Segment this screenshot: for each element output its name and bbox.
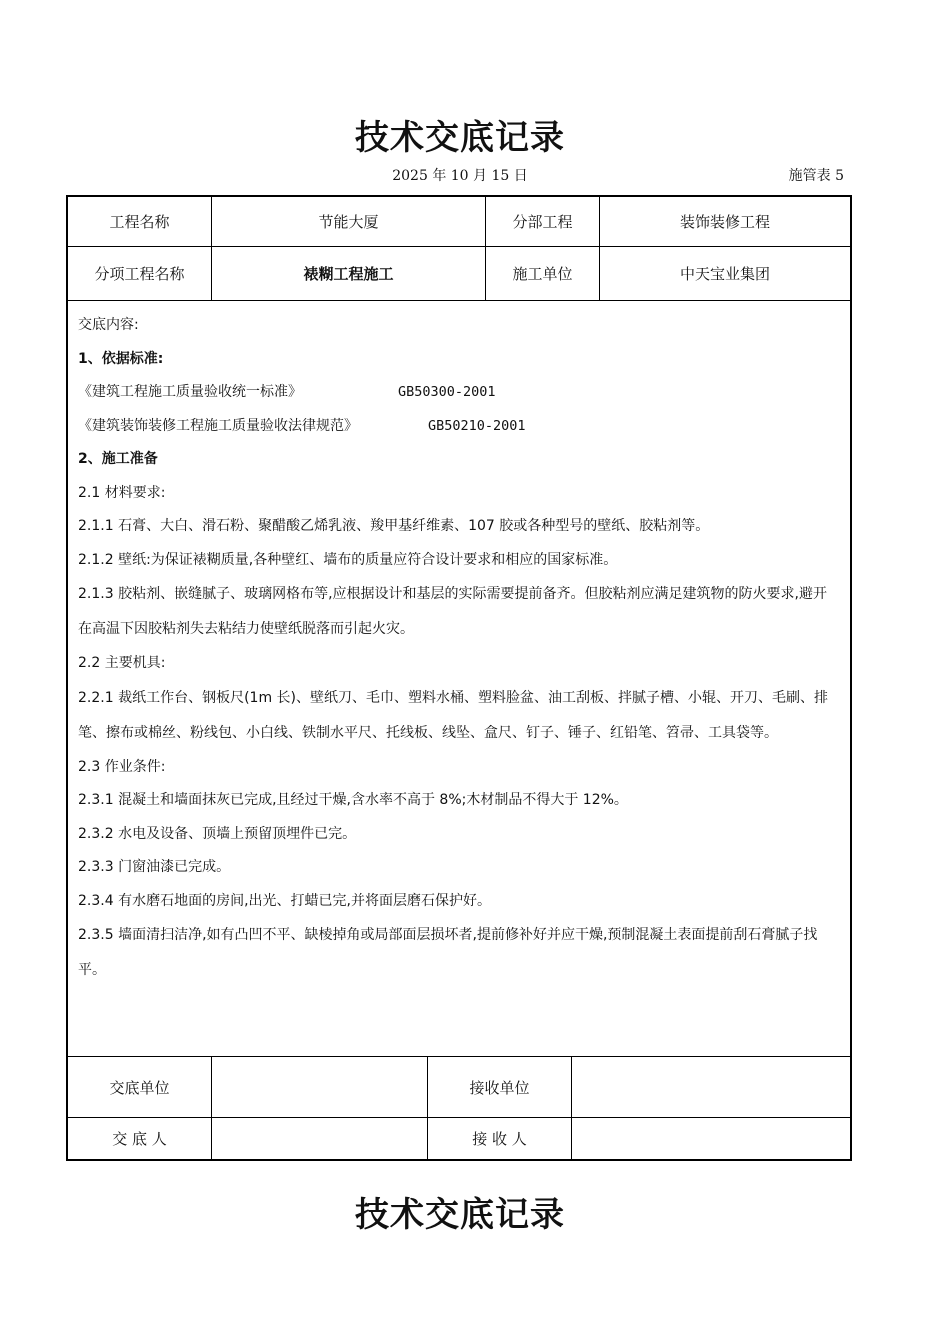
receiver-person-field[interactable] xyxy=(572,1117,850,1159)
standard-name: 《建筑工程施工质量验收统一标准》 xyxy=(78,384,302,400)
table-row-persons xyxy=(68,1117,850,1159)
receiver-person-label: 接 收 人 xyxy=(428,1117,572,1159)
subitem-label: 分项工程名称 xyxy=(68,246,212,300)
content-paragraph: 2.2 主要机具: xyxy=(78,655,166,671)
content-paragraph: 2.3.4 有水磨石地面的房间,出光、打蜡已完,并将面层磨石保护好。 xyxy=(78,892,491,909)
next-page-title: 技术交底记录 xyxy=(355,1195,565,1235)
receiver-unit-field[interactable] xyxy=(572,1057,850,1117)
content-paragraph: 2.3 作业条件: xyxy=(78,758,166,775)
standard-code: GB50300-2001 xyxy=(398,384,496,400)
table-row-units xyxy=(68,1057,850,1118)
content-paragraph: 2.3.5 墙面清扫洁净,如有凸凹不平、缺棱掉角或局部面层损坏者,提前修补好并应干燥,预制混凝土表面提前刮石膏腻子找平。 xyxy=(78,927,818,978)
handover-content xyxy=(68,300,850,1057)
content-paragraph: 2.3.2 水电及设备、顶墙上预留顶埋件已完。 xyxy=(78,825,357,842)
content-intro: 交底内容: xyxy=(78,317,139,333)
content-paragraph: 2.1.3 胶粘剂、嵌缝腻子、玻璃网格布等,应根据设计和基层的实际需要提前备齐。但胶粘剂应满足建筑物的防火要求,避开在高温下因胶粘剂失去粘结力使壁纸脱落而引起火灾。 xyxy=(78,586,827,637)
handover-unit-label: 交底单位 xyxy=(68,1057,212,1117)
table-row-project xyxy=(68,197,850,247)
handover-person-field[interactable] xyxy=(212,1117,428,1159)
standard-name: 《建筑装饰装修工程施工质量验收法律规范》 xyxy=(78,417,358,434)
content-paragraph: 2.3.1 混凝土和墙面抹灰已完成,且经过干燥,含水率不高于 8%;木材制品不得大于 12%。 xyxy=(78,792,628,808)
document-title: 技术交底记录 xyxy=(355,118,565,158)
section-heading: 1、依据标准: xyxy=(78,350,164,367)
standard-item xyxy=(78,410,840,444)
record-table xyxy=(66,195,852,1161)
project-name-label: 工程名称 xyxy=(68,197,212,246)
section-heading: 2、施工准备 xyxy=(78,451,158,467)
content-paragraph: 2.1.1 石膏、大白、滑石粉、聚醋酸乙烯乳液、羧甲基纤维素、107 胶或各种型号的壁纸、胶粘剂等。 xyxy=(78,518,710,534)
table-row-subitem xyxy=(68,246,850,301)
form-number: 施管表 5 xyxy=(788,168,844,184)
document-date: 2025 年 10 月 15 日 xyxy=(392,168,528,184)
contractor-label: 施工单位 xyxy=(486,246,600,300)
standard-item xyxy=(78,376,840,410)
handover-unit-field[interactable] xyxy=(212,1057,428,1117)
project-name-value: 节能大厦 xyxy=(212,197,486,246)
content-paragraph: 2.2.1 裁纸工作台、钢板尺(1m 长)、壁纸刀、毛巾、塑料水桶、塑料脸盆、油工刮板、拌腻子槽、小辊、开刀、毛刷、排笔、擦布或棉丝、粉线包、小白线、铁制水平尺、托线板、线坠、盒尺、钉子、锤子、红铅笔、笤帚、工具袋等。 xyxy=(78,689,828,741)
contractor-value: 中天宝业集团 xyxy=(679,264,770,283)
receiver-unit-label: 接收单位 xyxy=(428,1057,572,1117)
subitem-value: 裱糊工程施工 xyxy=(212,246,486,300)
handover-person-label: 交 底 人 xyxy=(68,1117,212,1159)
division-label: 分部工程 xyxy=(486,197,600,246)
division-value: 装饰装修工程 xyxy=(679,213,770,231)
content-paragraph: 2.1.2 壁纸:为保证裱糊质量,各种壁红、墙布的质量应符合设计要求和相应的国家标准。 xyxy=(78,551,618,568)
content-paragraph: 2.3.3 门窗油漆已完成。 xyxy=(78,859,231,875)
standard-code: GB50210-2001 xyxy=(428,417,526,434)
content-paragraph: 2.1 材料要求: xyxy=(78,484,166,501)
